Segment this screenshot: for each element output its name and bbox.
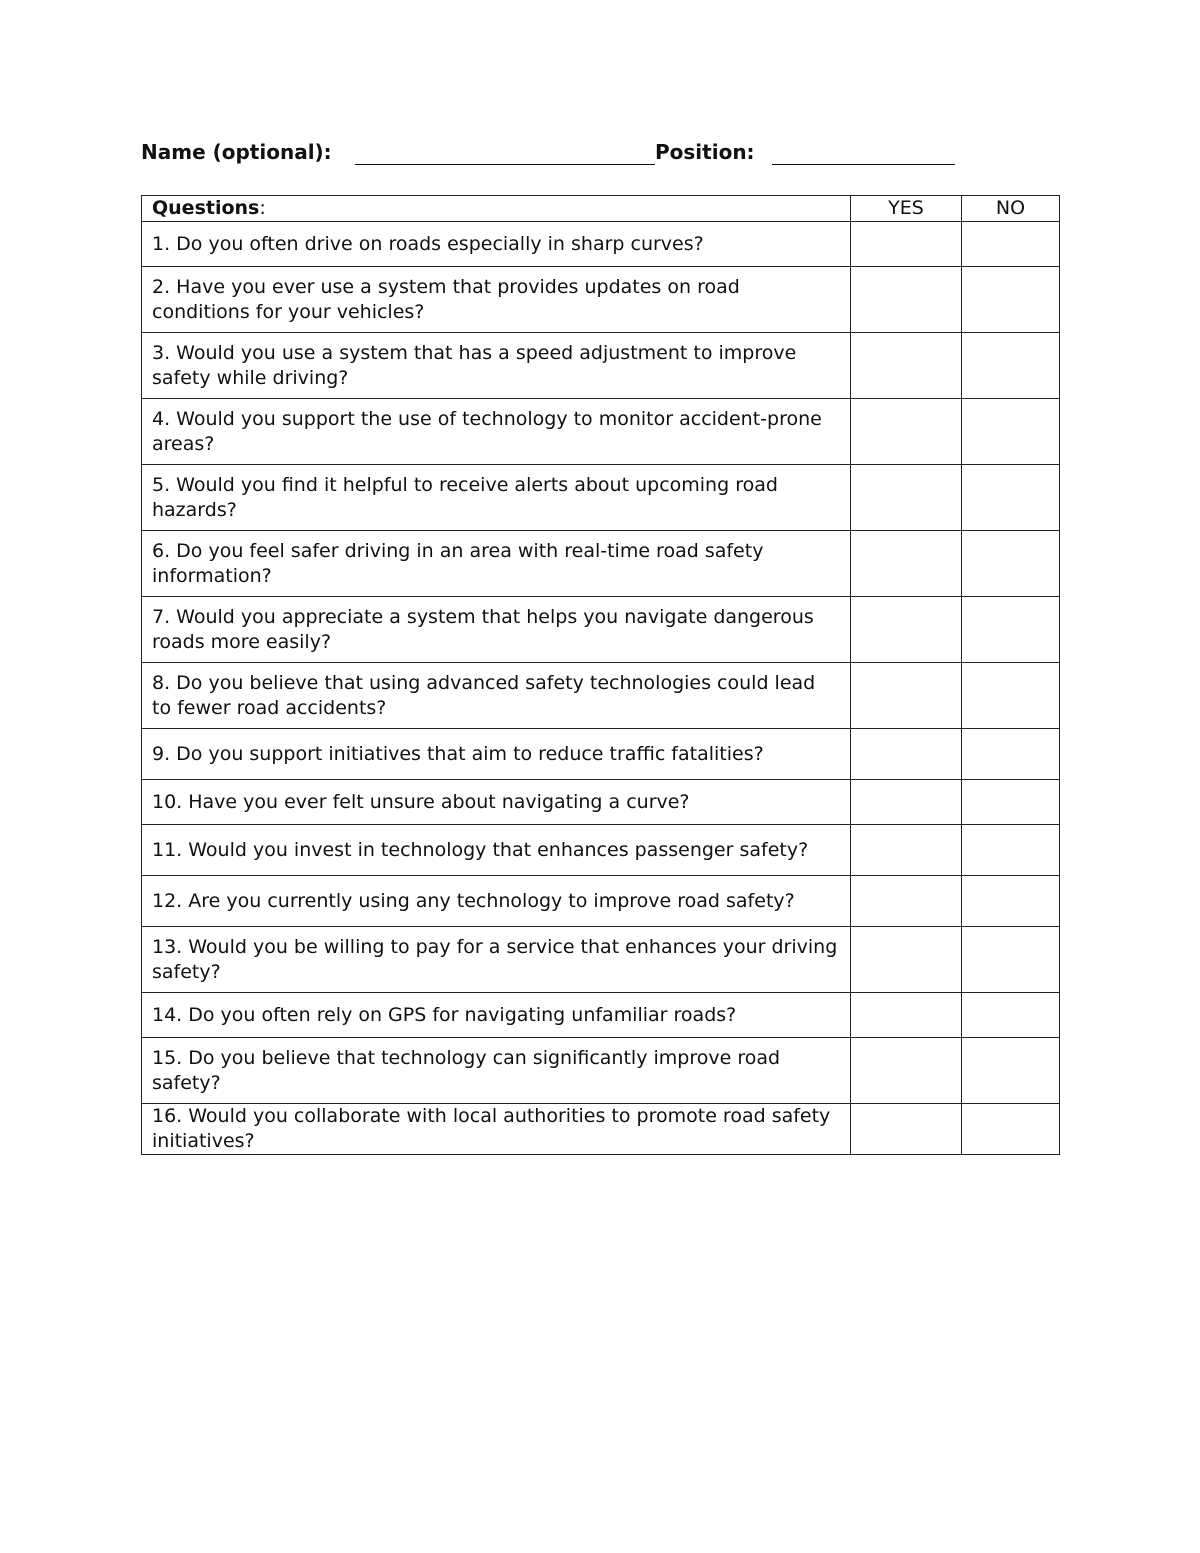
yes-answer-cell[interactable]: [851, 825, 962, 876]
no-answer-cell[interactable]: [962, 993, 1060, 1038]
question-text: 9. Do you support initiatives that aim to reduce traffic fatalities?: [142, 729, 851, 780]
question-text: 16. Would you collaborate with local authorities to promote road safety initiatives?: [142, 1104, 851, 1155]
questions-column-header: [142, 196, 851, 222]
respondent-header: [141, 140, 971, 170]
table-row: [142, 399, 1060, 465]
question-text: 7. Would you appreciate a system that helps you navigate dangerous roads more easily?: [142, 597, 851, 663]
yes-answer-cell[interactable]: [851, 927, 962, 993]
no-answer-cell[interactable]: [962, 222, 1060, 267]
no-column-header: NO: [962, 196, 1060, 222]
questions-header-colon: :: [259, 197, 266, 219]
no-answer-cell[interactable]: [962, 927, 1060, 993]
yes-answer-cell[interactable]: [851, 333, 962, 399]
question-text: 14. Do you often rely on GPS for navigating unfamiliar roads?: [142, 993, 851, 1038]
table-row: [142, 927, 1060, 993]
yes-answer-cell[interactable]: [851, 267, 962, 333]
table-row: [142, 597, 1060, 663]
no-answer-cell[interactable]: [962, 825, 1060, 876]
no-answer-cell[interactable]: [962, 780, 1060, 825]
table-row: [142, 993, 1060, 1038]
yes-answer-cell[interactable]: [851, 876, 962, 927]
no-answer-cell[interactable]: [962, 597, 1060, 663]
yes-answer-cell[interactable]: [851, 597, 962, 663]
questions-header-label: Questions: [152, 197, 260, 219]
question-text: 10. Have you ever felt unsure about navigating a curve?: [142, 780, 851, 825]
table-row: [142, 825, 1060, 876]
question-text: 8. Do you believe that using advanced safety technologies could lead to fewer road accidents?: [142, 663, 851, 729]
no-answer-cell[interactable]: [962, 267, 1060, 333]
table-header-row: [142, 196, 1060, 222]
no-answer-cell[interactable]: [962, 333, 1060, 399]
table-row: [142, 465, 1060, 531]
yes-answer-cell[interactable]: [851, 1104, 962, 1155]
table-row: [142, 267, 1060, 333]
question-text: 4. Would you support the use of technology to monitor accident-prone areas?: [142, 399, 851, 465]
yes-answer-cell[interactable]: [851, 663, 962, 729]
yes-answer-cell[interactable]: [851, 729, 962, 780]
table-row: [142, 222, 1060, 267]
yes-answer-cell[interactable]: [851, 222, 962, 267]
question-text: 15. Do you believe that technology can significantly improve road safety?: [142, 1038, 851, 1104]
yes-column-header: YES: [851, 196, 962, 222]
table-row: [142, 1038, 1060, 1104]
question-text: 12. Are you currently using any technology to improve road safety?: [142, 876, 851, 927]
table-row: [142, 663, 1060, 729]
question-text: 11. Would you invest in technology that enhances passenger safety?: [142, 825, 851, 876]
question-text: 5. Would you find it helpful to receive alerts about upcoming road hazards?: [142, 465, 851, 531]
table-row: [142, 729, 1060, 780]
yes-answer-cell[interactable]: [851, 1038, 962, 1104]
yes-answer-cell[interactable]: [851, 531, 962, 597]
table-row: [142, 333, 1060, 399]
question-text: 6. Do you feel safer driving in an area with real-time road safety information?: [142, 531, 851, 597]
no-answer-cell[interactable]: [962, 1038, 1060, 1104]
no-answer-cell[interactable]: [962, 465, 1060, 531]
no-answer-cell[interactable]: [962, 1104, 1060, 1155]
no-answer-cell[interactable]: [962, 399, 1060, 465]
yes-answer-cell[interactable]: [851, 780, 962, 825]
table-row: [142, 780, 1060, 825]
no-answer-cell[interactable]: [962, 663, 1060, 729]
name-label: Name (optional):: [141, 140, 332, 164]
table-row: [142, 1104, 1060, 1155]
question-text: 2. Have you ever use a system that provides updates on road conditions for your vehicles?: [142, 267, 851, 333]
question-text: 13. Would you be willing to pay for a service that enhances your driving safety?: [142, 927, 851, 993]
question-text: 1. Do you often drive on roads especially in sharp curves?: [142, 222, 851, 267]
no-answer-cell[interactable]: [962, 876, 1060, 927]
position-field[interactable]: [772, 140, 955, 165]
no-answer-cell[interactable]: [962, 729, 1060, 780]
position-label: Position:: [655, 140, 755, 164]
yes-answer-cell[interactable]: [851, 399, 962, 465]
table-row: [142, 531, 1060, 597]
questionnaire-table: [141, 195, 1060, 1155]
yes-answer-cell[interactable]: [851, 993, 962, 1038]
name-field[interactable]: [355, 140, 655, 165]
table-row: [142, 876, 1060, 927]
yes-answer-cell[interactable]: [851, 465, 962, 531]
question-text: 3. Would you use a system that has a speed adjustment to improve safety while driving?: [142, 333, 851, 399]
no-answer-cell[interactable]: [962, 531, 1060, 597]
